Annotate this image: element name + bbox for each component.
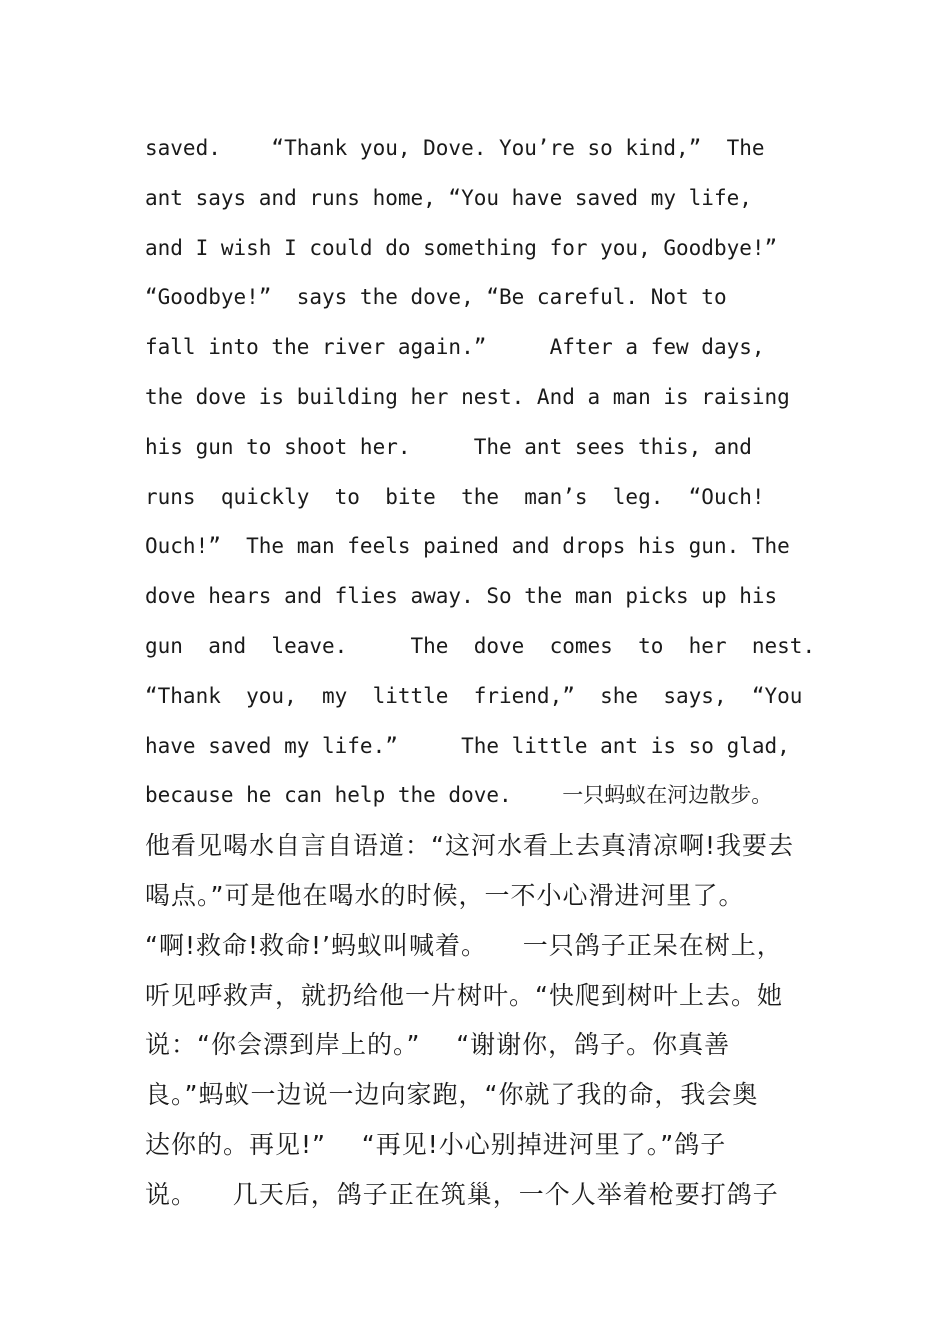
text-line: 他看见喝水自言自语道：“这河水看上去真清凉啊!我要去 [145, 831, 794, 861]
text-line: saved. “Thank you, Dove. You’re so kind,” The [145, 136, 765, 160]
story-text [145, 124, 835, 1220]
text-line: 喝点。”可是他在喝水的时候，一不小心滑进河里了。 [145, 880, 745, 910]
text-line: have saved my life.” The little ant is so glad, [145, 733, 790, 758]
text-line: dove hears and flies away. So the man picks up his [145, 584, 778, 609]
text-line: because he can help the dove. 一只蚂蚁在河边散步。 [145, 783, 773, 808]
text-line: gun and leave. The dove comes to her nest. [145, 633, 816, 658]
text-line: “Thank you, my little friend,” she says, “You [145, 683, 803, 708]
text-line: 说。 几天后，鸽子正在筑巢，一个人举着枪要打鸽子 [145, 1179, 779, 1209]
text-line: Ouch!” The man feels pained and drops his gun. The [145, 534, 790, 559]
text-line: fall into the river again.” After a few days, [145, 335, 765, 360]
text-line: “Goodbye!” says the dove, “Be careful. Not to [145, 285, 727, 310]
text-line: 听见呼救声，就扔给他一片树叶。“快爬到树叶上去。她 [145, 980, 783, 1010]
text-line: 说：“你会漂到岸上的。” “谢谢你，鸽子。你真善 [145, 1030, 731, 1060]
text-line: runs quickly to bite the man’s leg. “Ouch! [145, 484, 765, 509]
text-line: ant says and runs home, “You have saved my life, [145, 185, 752, 210]
text-line: and I wish I could do something for you, Goodbye!” [145, 235, 778, 260]
text-line: 达你的。再见!” “再见!小心别掉进河里了。”鸽子 [145, 1129, 727, 1159]
text-line: “啊!救命!救命!’蚂蚁叫喊着。 一只鸽子正呆在树上， [145, 930, 783, 960]
text-line: the dove is building her nest. And a man is raising [145, 384, 790, 409]
text-line: 良。”蚂蚁一边说一边向家跑，“你就了我的命，我会奥 [145, 1080, 759, 1110]
text-line: his gun to shoot her. The ant sees this, and [145, 434, 752, 459]
